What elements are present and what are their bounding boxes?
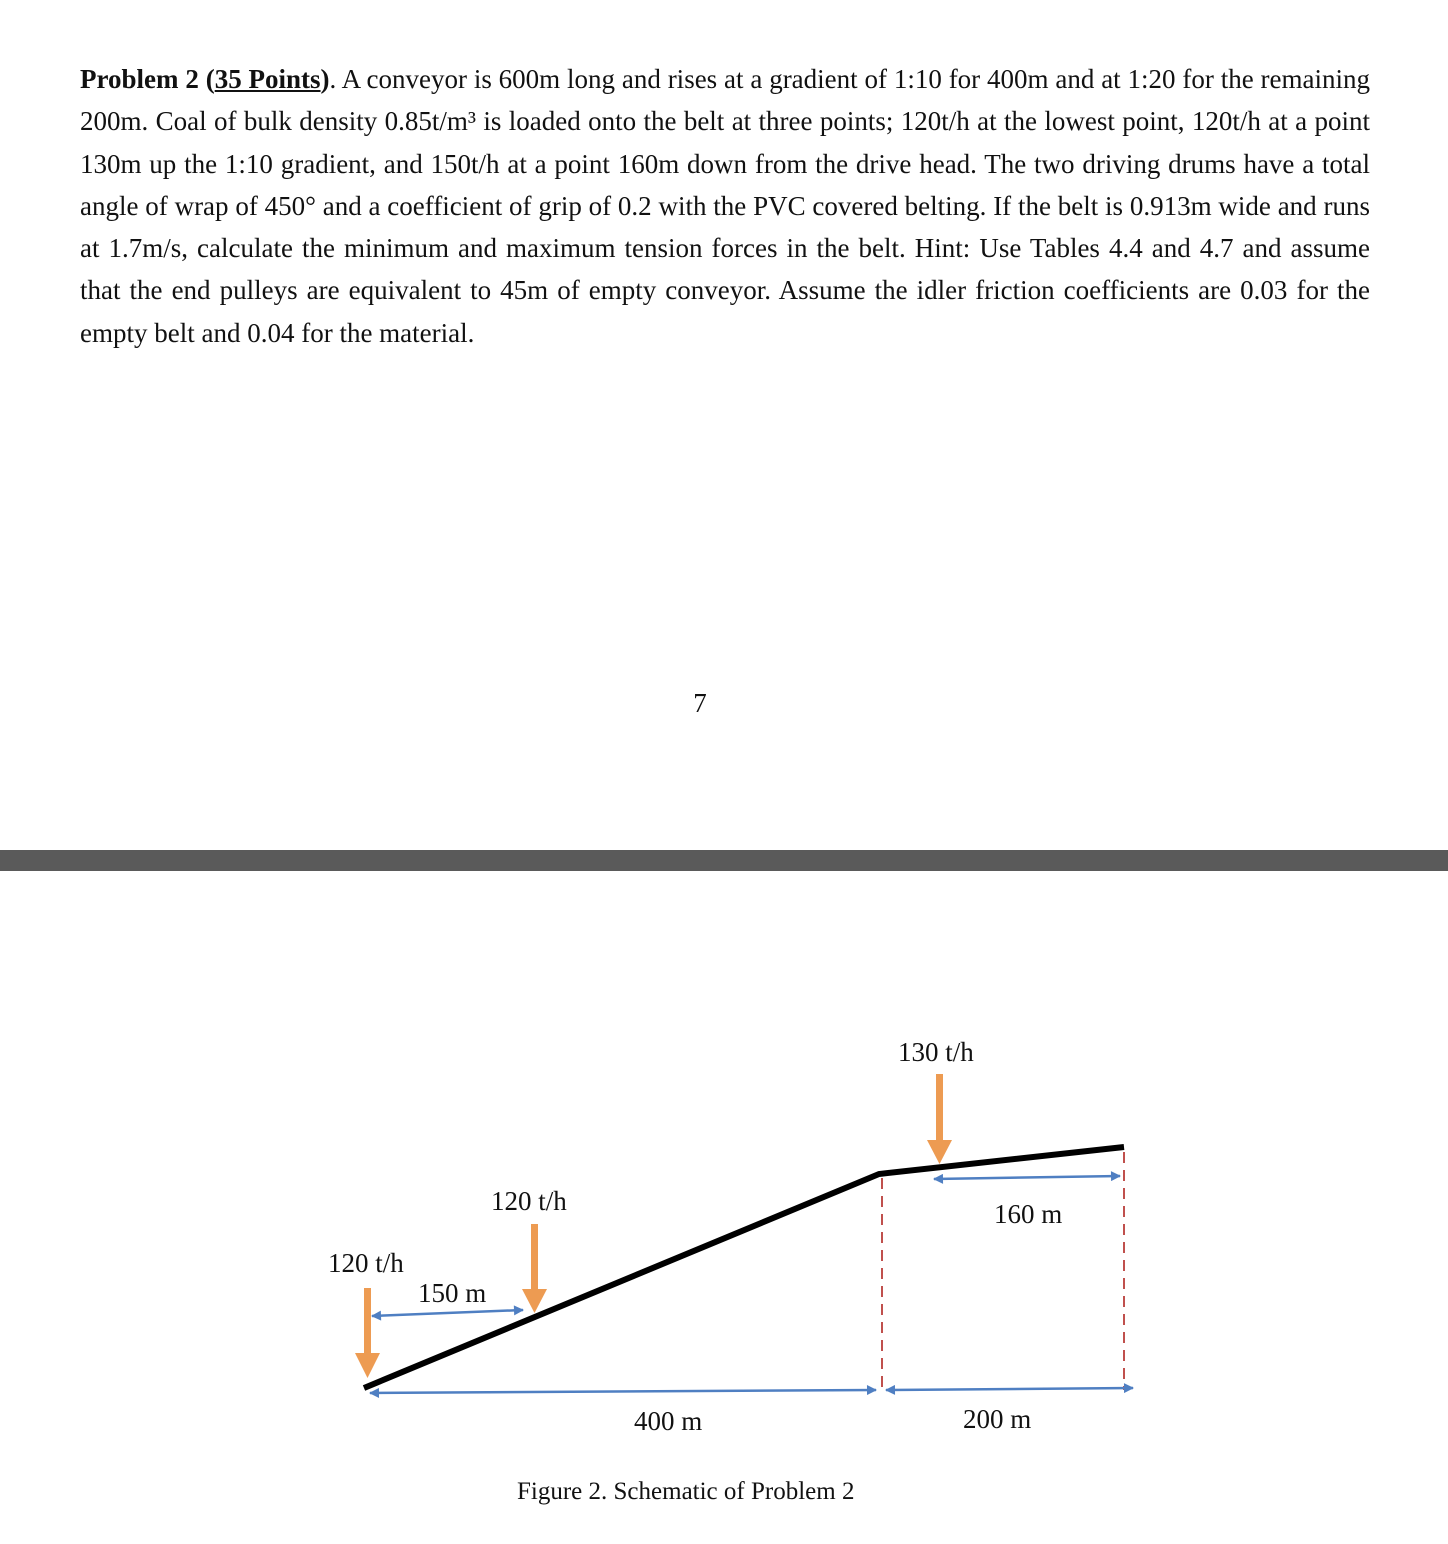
problem-points: 35 Points xyxy=(214,64,321,94)
load-arrow-top xyxy=(927,1074,952,1164)
dimension-arrow-150m xyxy=(372,1310,523,1316)
problem-body: . A conveyor is 600m long and rises at a gradient of 1:10 for 400m and at 1:20 for the remaining 200m. Coal of bulk density 0.85t/m³ is loaded onto the belt at three points; 120t/h at the lowest point, 120t/h at a point 130m up the 1:10 gradient, and 150t/h at a point 160m down from the drive head. The two driving drums have a total angle of wrap of 450° and a coefficient of grip of 0.2 with the PVC covered belting. If the belt is 0.913m wide and runs at 1.7m/s, calculate the minimum and maximum tension forces in the belt. Hint: Use Tables 4.4 and 4.7 and assume that the end pulleys are equivalent to 45m of empty conveyor. Assume the idler friction coefficients are 0.03 for the empty belt and 0.04 for the material. xyxy=(80,64,1371,348)
load-label-middle: 120 t/h xyxy=(491,1186,567,1216)
conveyor-belt xyxy=(364,1147,1124,1388)
problem-statement: Problem 2 (35 Points). A conveyor is 600m long and rises at a gradient of 1:10 for 400m and at 1:20 for the remaining 200m. Coal of bulk density 0.85t/m³ is loaded onto the belt at three points; 120t/h at the lowest point, 120t/h at a point 130m up the 1:10 gradient, and 150t/h at a point 160m down from the drive head. The two driving drums have a total angle of wrap of 450° and a coefficient of grip of 0.2 with the PVC covered belting. If the belt is 0.913m wide and runs at 1.7m/s, calculate the minimum and maximum tension forces in the belt. Hint: Use Tables 4.4 and 4.7 and assume that the end pulleys are equivalent to 45m of empty conveyor. Assume the idler friction coefficients are 0.03 for the empty belt and 0.04 for the material. xyxy=(80,64,1371,348)
dimension-arrow-400m xyxy=(370,1390,876,1393)
dimension-arrow-200m xyxy=(886,1388,1133,1390)
dimension-label-200m: 200 m xyxy=(963,1404,1032,1434)
dimension-label-160m: 160 m xyxy=(994,1199,1063,1229)
load-arrow-bottom xyxy=(355,1288,380,1378)
dimension-label-150m: 150 m xyxy=(418,1278,487,1308)
load-arrow-middle xyxy=(522,1224,547,1313)
problem-label: Problem 2 xyxy=(80,64,199,94)
load-label-top: 130 t/h xyxy=(898,1037,974,1067)
dimension-label-400m: 400 m xyxy=(634,1406,703,1436)
figure-caption: Figure 2. Schematic of Problem 2 xyxy=(517,1478,855,1505)
load-label-bottom: 120 t/h xyxy=(328,1248,404,1278)
dimension-arrow-160m xyxy=(934,1176,1120,1179)
page-number: 7 xyxy=(693,688,707,718)
